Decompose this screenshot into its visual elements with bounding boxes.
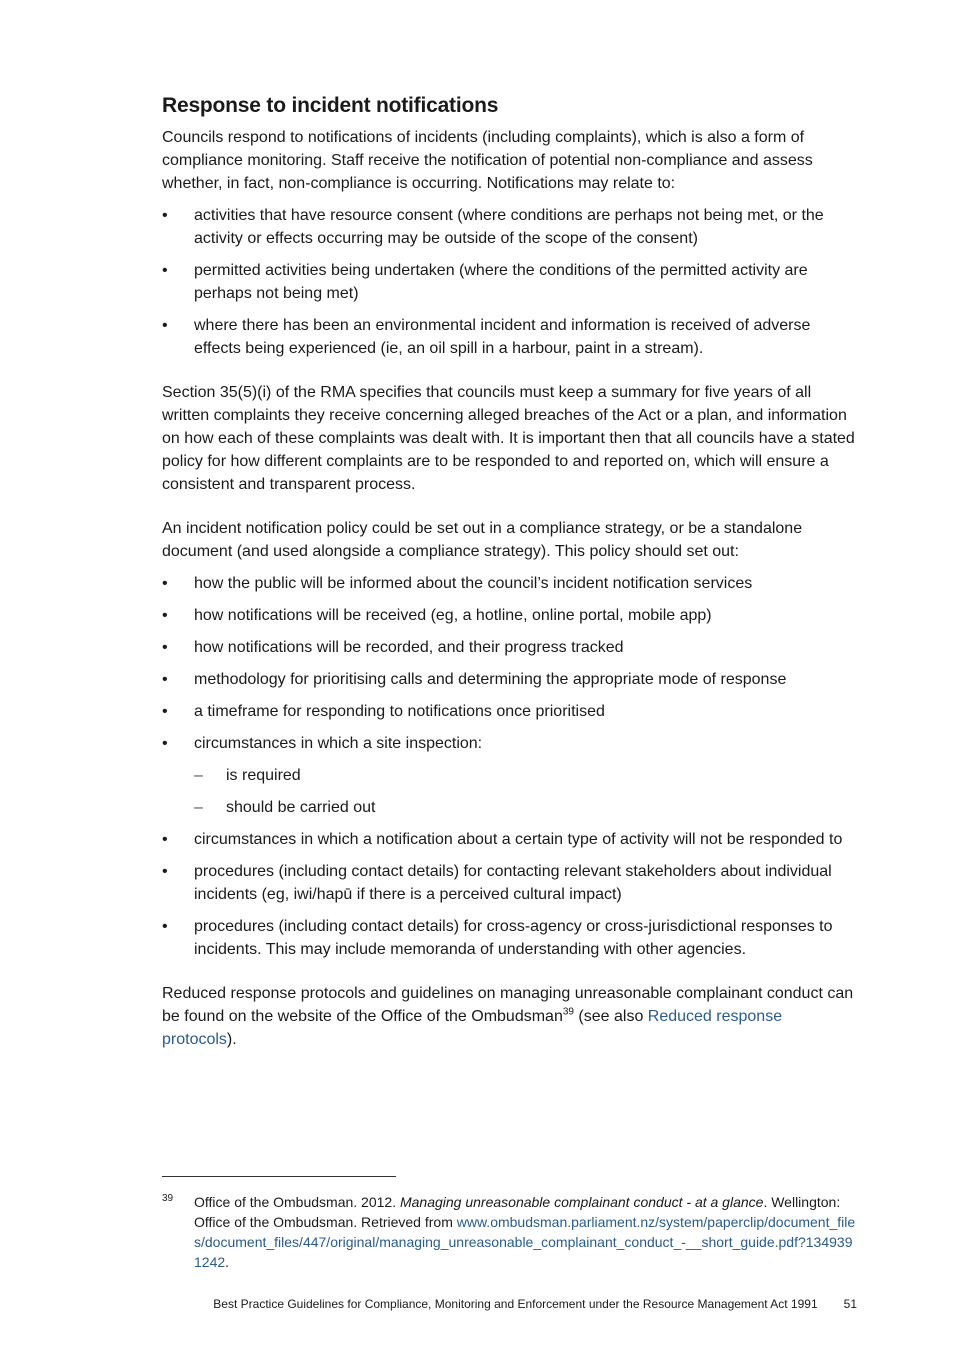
- list-item: • circumstances in which a notification about a certain type of activity will not be responded to: [162, 828, 857, 851]
- footnote-body: Office of the Ombudsman. 2012. Managing unreasonable complainant conduct - at a glance. Wellington: Office of the Ombudsman. Retrieved from www.ombudsman.parliament.nz/system/paperclip/document_files/document_files/447/original/managing_unreasonable_complainant_conduct_-__short_guide.pdf?1349391242.: [194, 1194, 856, 1270]
- bullet-icon: •: [162, 207, 168, 224]
- bullet-icon: •: [162, 735, 168, 752]
- footnote-title: Managing unreasonable complainant conduct - at a glance: [399, 1194, 764, 1210]
- footnote-divider: [162, 1176, 396, 1177]
- section-heading: Response to incident notifications: [162, 94, 499, 117]
- list-item: • permitted activities being undertaken (where the conditions of the permitted activity are perhaps not being met): [162, 259, 857, 305]
- footer-title: Best Practice Guidelines for Compliance, Monitoring and Enforcement under the Resource Management Act 1991: [213, 1297, 818, 1311]
- bullet-icon: •: [162, 262, 168, 279]
- bullet-icon: •: [162, 317, 168, 334]
- list-item: • where there has been an environmental incident and information is received of adverse effects being experienced (ie, an oil spill in a harbour, paint in a stream).: [162, 314, 857, 360]
- list-item: • procedures (including contact details) for contacting relevant stakeholders about individual incidents (eg, iwi/hapū if there is a perceived cultural impact): [162, 860, 857, 906]
- list-item: • circumstances in which a site inspection: – is required – should be carried out: [162, 732, 857, 819]
- dash-icon: –: [194, 767, 203, 784]
- page-footer: [162, 1297, 857, 1311]
- list-item: • how notifications will be recorded, and their progress tracked: [162, 636, 857, 659]
- dash-icon: –: [194, 799, 203, 816]
- bullet-icon: •: [162, 639, 168, 656]
- page-number: 51: [843, 1297, 857, 1311]
- reduced-response-protocols-link[interactable]: Reduced response protocols: [162, 1008, 783, 1048]
- section-35-paragraph: Section 35(5)(i) of the RMA specifies that councils must keep a summary for five years of all written complaints they receive concerning alleged breaches of the Act or a plan, and information on how each of these complaints was dealt with. It is important then that all councils have a stated policy for how different complaints are to be responded to and reported on, which will ensure a consistent and transparent process.: [162, 384, 855, 493]
- footnote-url-link[interactable]: www.ombudsman.parliament.nz/system/paperclip/document_files/document_files/447/original/managing_unreasonable_complainant_conduct_-__short_guide.pdf?1349391242: [194, 1214, 856, 1270]
- notification-types-list: [162, 204, 857, 360]
- site-inspection-sublist: [194, 764, 857, 819]
- bullet-icon: •: [162, 918, 168, 935]
- sub-list-item: – is required: [194, 764, 857, 787]
- list-item: • a timeframe for responding to notifications once prioritised: [162, 700, 857, 723]
- list-item: • how notifications will be received (eg, a hotline, online portal, mobile app): [162, 604, 857, 627]
- footnote-ref[interactable]: 39: [562, 1006, 574, 1018]
- bullet-icon: •: [162, 831, 168, 848]
- bullet-icon: •: [162, 671, 168, 688]
- list-item: • methodology for prioritising calls and determining the appropriate mode of response: [162, 668, 857, 691]
- bullet-icon: •: [162, 607, 168, 624]
- bullet-icon: •: [162, 575, 168, 592]
- list-item: • how the public will be informed about the council’s incident notification services: [162, 572, 857, 595]
- ombudsman-paragraph: Reduced response protocols and guidelines on managing unreasonable complainant conduct can be found on the website of the Office of the Ombudsman$^{39}$ (see also Reduced response protocols).: [162, 985, 854, 1048]
- list-item: • procedures (including contact details) for cross-agency or cross-jurisdictional responses to incidents. This may include memoranda of understanding with other agencies.: [162, 915, 857, 961]
- document-page: [162, 94, 857, 1060]
- bullet-icon: •: [162, 703, 168, 720]
- intro-paragraph: Councils respond to notifications of incidents (including complaints), which is also a form of compliance monitoring. Staff receive the notification of potential non-compliance and assess whether, in fact, non-compliance is occurring. Notifications may relate to:: [162, 129, 813, 192]
- bullet-icon: •: [162, 863, 168, 880]
- sub-list-item: – should be carried out: [194, 796, 857, 819]
- policy-items-list: [162, 572, 857, 961]
- policy-paragraph: An incident notification policy could be set out in a compliance strategy, or be a standalone document (and used alongside a compliance strategy). This policy should set out:: [162, 520, 803, 560]
- footnote: [162, 1192, 857, 1272]
- list-item: • activities that have resource consent (where conditions are perhaps not being met, or the activity or effects occurring may be outside of the scope of the consent): [162, 204, 857, 250]
- footnote-number: 39: [162, 1193, 174, 1204]
